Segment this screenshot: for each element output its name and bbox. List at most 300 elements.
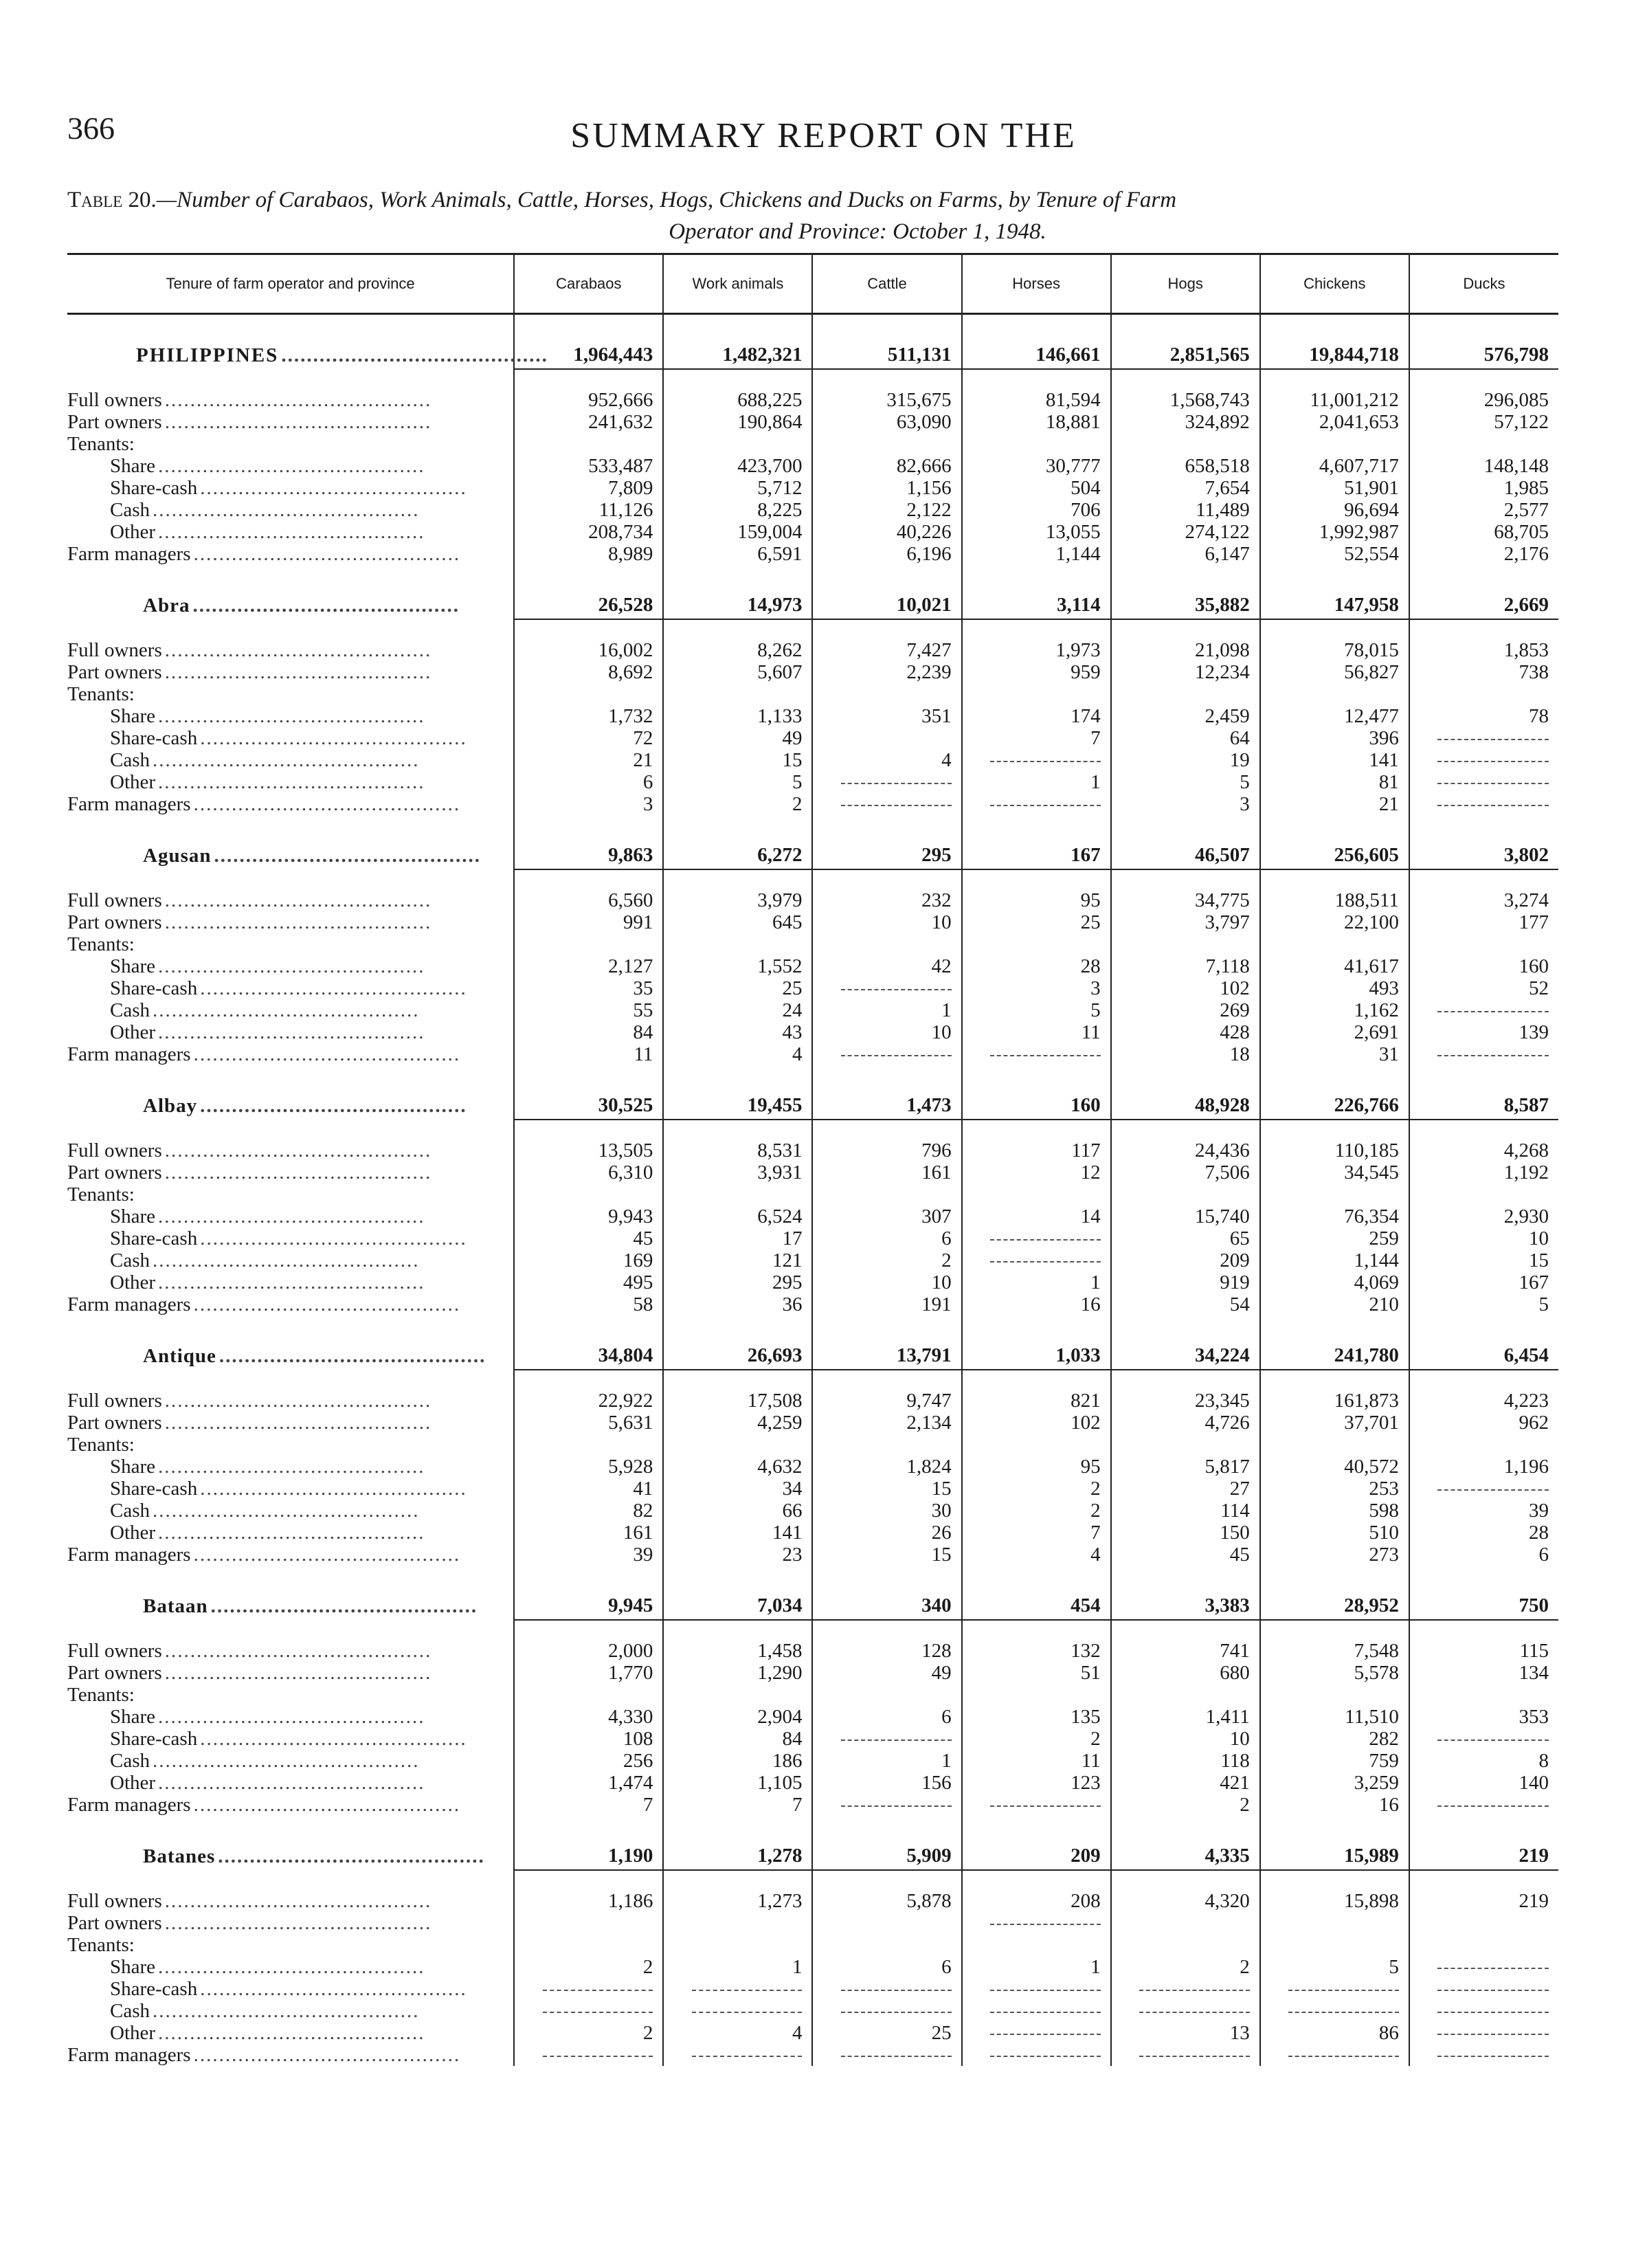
cell-value [812, 933, 961, 955]
empty-dash [1437, 1011, 1549, 1012]
row-label [67, 1500, 514, 1522]
leader-dots: .......................................... [200, 1478, 467, 1500]
cell-value [962, 1912, 1111, 1934]
cell-value: 1,133 [663, 705, 812, 727]
cell-value: 1 [962, 1271, 1111, 1293]
row-label [67, 619, 514, 661]
cell-value: 84 [514, 1021, 663, 1043]
empty-dash [990, 805, 1101, 806]
row-label [67, 521, 514, 543]
cell-value: 598 [1260, 1500, 1409, 1522]
cell-value [1409, 1043, 1558, 1065]
cell-value: 11 [962, 1750, 1111, 1772]
cell-value: 3 [514, 793, 663, 815]
cell-value: 39 [1409, 1500, 1558, 1522]
cell-value: 28 [962, 955, 1111, 977]
cell-value: 4 [812, 749, 961, 771]
cell-value: 495 [514, 1271, 663, 1293]
cell-value: 4,268 [1409, 1120, 1558, 1161]
col-header-cattle: Cattle [812, 254, 961, 314]
row-label [67, 771, 514, 793]
table-row [67, 1161, 1558, 1183]
empty-dash [1437, 1968, 1549, 1969]
cell-value [1111, 683, 1260, 705]
cell-value: 6,454 [1409, 1315, 1558, 1370]
cell-value: 16 [1260, 1794, 1409, 1816]
row-label [67, 499, 514, 521]
cell-value: 49 [663, 727, 812, 749]
province-total-row [67, 1315, 1558, 1370]
cell-value: 991 [514, 911, 663, 933]
cell-value [514, 1183, 663, 1205]
row-label [67, 1249, 514, 1271]
cell-value [812, 1934, 961, 1956]
cell-value: 3,931 [663, 1161, 812, 1183]
cell-value: 6 [514, 771, 663, 793]
row-label [67, 1870, 514, 1912]
row-label-text: Full owners [67, 1139, 165, 1161]
cell-value: 13 [1111, 2022, 1260, 2044]
row-label [67, 661, 514, 683]
cell-value: 2,134 [812, 1412, 961, 1434]
row-label [67, 1750, 514, 1772]
cell-value: 4 [663, 1043, 812, 1065]
row-label [67, 2044, 514, 2066]
cell-value [1409, 1794, 1558, 1816]
cell-value [962, 933, 1111, 955]
leader-dots: .......................................... [200, 977, 467, 999]
cell-value: 15 [1409, 1249, 1558, 1271]
col-header-work-animals: Work animals [663, 254, 812, 314]
col-header-chickens: Chickens [1260, 254, 1409, 314]
empty-dash [543, 2056, 653, 2057]
cell-value: 39 [514, 1544, 663, 1566]
cell-value: 51 [962, 1662, 1111, 1684]
cell-value: 1,033 [962, 1315, 1111, 1370]
cell-value: 6 [812, 1706, 961, 1728]
cell-value: 25 [663, 977, 812, 999]
cell-value [812, 2000, 961, 2022]
leader-dots: .......................................... [193, 1794, 461, 1816]
cell-value [1111, 1183, 1260, 1205]
cell-value: 3,114 [962, 565, 1111, 619]
cell-value: 2,577 [1409, 499, 1558, 521]
row-label [67, 1021, 514, 1043]
leader-dots: .......................................... [164, 389, 432, 411]
cell-value: 1,144 [962, 543, 1111, 565]
leader-dots: .......................................... [193, 1293, 461, 1315]
cell-value: 134 [1409, 1662, 1558, 1684]
leader-dots: .......................................... [158, 771, 425, 793]
cell-value: 21 [1260, 793, 1409, 815]
row-label [67, 869, 514, 911]
table-row [67, 705, 1558, 727]
cell-value: 108 [514, 1728, 663, 1750]
cell-value [1111, 2000, 1260, 2022]
row-label [67, 1684, 514, 1706]
row-label-text: Farm managers [67, 2044, 194, 2066]
leader-dots: .......................................... [153, 999, 420, 1021]
cell-value: 796 [812, 1120, 961, 1161]
row-label-text: Full owners [67, 889, 165, 911]
cell-value [663, 1183, 812, 1205]
table-row [67, 1750, 1558, 1772]
cell-value: 5 [1260, 1956, 1409, 1978]
cell-value: 3,383 [1111, 1566, 1260, 1620]
row-label-text: Cash [110, 499, 153, 521]
empty-dash [841, 805, 952, 806]
cell-value: 45 [514, 1227, 663, 1249]
empty-dash [1288, 1990, 1399, 1991]
table-row [67, 1684, 1558, 1706]
cell-value: 8,989 [514, 543, 663, 565]
leader-dots: .......................................... [153, 1500, 420, 1522]
empty-dash [1139, 2012, 1250, 2013]
cell-value [514, 1978, 663, 2000]
cell-value: 135 [962, 1706, 1111, 1728]
province-total-row [67, 1566, 1558, 1620]
cell-value [663, 933, 812, 955]
table-row [67, 771, 1558, 793]
cell-value: 40,572 [1260, 1456, 1409, 1478]
empty-dash [841, 2012, 952, 2013]
empty-dash [990, 1924, 1101, 1925]
table-row [67, 1412, 1558, 1434]
cell-value [1409, 749, 1558, 771]
row-label [67, 433, 514, 455]
cell-value: 2,669 [1409, 565, 1558, 619]
province-total-row [67, 815, 1558, 869]
leader-dots: .......................................... [153, 499, 420, 521]
cell-value [1111, 1434, 1260, 1456]
cell-value: 6 [812, 1227, 961, 1249]
cell-value: 5,909 [812, 1816, 961, 1870]
cell-value: 493 [1260, 977, 1409, 999]
cell-value: 31 [1260, 1043, 1409, 1065]
empty-dash [1437, 783, 1549, 784]
cell-value: 1,770 [514, 1662, 663, 1684]
cell-value [812, 1912, 961, 1934]
cell-value: 159,004 [663, 521, 812, 543]
cell-value: 48,928 [1111, 1065, 1260, 1120]
cell-value: 167 [1409, 1271, 1558, 1293]
cell-value: 72 [514, 727, 663, 749]
row-label-text: Farm managers [67, 1043, 194, 1065]
cell-value: 1 [812, 1750, 961, 1772]
cell-value: 1,568,743 [1111, 369, 1260, 411]
cell-value [514, 1434, 663, 1456]
cell-value [1260, 1934, 1409, 1956]
cell-value: 2,127 [514, 955, 663, 977]
cell-value: 7,118 [1111, 955, 1260, 977]
leader-dots: .......................................... [210, 1595, 478, 1617]
cell-value: 114 [1111, 1500, 1260, 1522]
empty-dash [692, 2012, 803, 2013]
leader-dots: .......................................... [164, 1662, 432, 1684]
table-row [67, 433, 1558, 455]
cell-value [514, 1912, 663, 1934]
leader-dots: .......................................... [164, 1912, 432, 1934]
cell-value: 2 [962, 1478, 1111, 1500]
table-row [67, 1370, 1558, 1412]
table-row [67, 521, 1558, 543]
row-label-text: Part owners [67, 1412, 165, 1434]
cell-value [514, 433, 663, 455]
empty-dash [1437, 2056, 1549, 2057]
cell-value: 7 [514, 1794, 663, 1816]
page-header: SUMMARY REPORT ON THE [570, 116, 1077, 155]
cell-value: 209 [962, 1816, 1111, 1870]
cell-value: 295 [812, 815, 961, 869]
cell-value [962, 1227, 1111, 1249]
leader-dots: .......................................... [200, 1978, 467, 2000]
row-label-text: PHILIPPINES [136, 344, 281, 366]
leader-dots: .......................................... [200, 727, 467, 749]
cell-value: 4,069 [1260, 1271, 1409, 1293]
leader-dots: .......................................... [158, 955, 425, 977]
cell-value [812, 1183, 961, 1205]
row-label [67, 1120, 514, 1161]
cell-value: 6,560 [514, 869, 663, 911]
cell-value: 78,015 [1260, 619, 1409, 661]
cell-value: 9,943 [514, 1205, 663, 1227]
table-row [67, 1293, 1558, 1315]
table-row [67, 1434, 1558, 1456]
cell-value: 95 [962, 869, 1111, 911]
cell-value: 76,354 [1260, 1205, 1409, 1227]
cell-value: 41,617 [1260, 955, 1409, 977]
row-label-text: Other [110, 1772, 158, 1794]
cell-value: 5,712 [663, 477, 812, 499]
cell-value: 209 [1111, 1249, 1260, 1271]
empty-dash [990, 761, 1101, 762]
table-row [67, 869, 1558, 911]
cell-value [1409, 1728, 1558, 1750]
cell-value: 121 [663, 1249, 812, 1271]
cell-value [1409, 771, 1558, 793]
empty-dash [841, 1990, 952, 1991]
cell-value: 82 [514, 1500, 663, 1522]
cell-value: 1,473 [812, 1065, 961, 1120]
cell-value: 54 [1111, 1293, 1260, 1315]
cell-value: 919 [1111, 1271, 1260, 1293]
cell-value: 102 [1111, 977, 1260, 999]
cell-value: 428 [1111, 1021, 1260, 1043]
page-number: 366 [67, 111, 115, 146]
cell-value: 15 [663, 749, 812, 771]
leader-dots: .......................................... [153, 1750, 420, 1772]
row-label-text: Share-cash [110, 1728, 200, 1750]
row-label [67, 1794, 514, 1816]
cell-value [1409, 1934, 1558, 1956]
cell-value [1409, 727, 1558, 749]
cell-value: 1,552 [663, 955, 812, 977]
leader-dots: .......................................... [281, 344, 548, 366]
empty-dash [1437, 1990, 1549, 1991]
row-label-text: Farm managers [67, 1293, 194, 1315]
table-row [67, 1956, 1558, 1978]
cell-value: 10 [812, 911, 961, 933]
cell-value: 45 [1111, 1544, 1260, 1566]
row-label [67, 1706, 514, 1728]
cell-value: 128 [812, 1620, 961, 1662]
cell-value [1260, 683, 1409, 705]
row-label [67, 1956, 514, 1978]
cell-value: 4,223 [1409, 1370, 1558, 1412]
leader-dots: .......................................... [164, 1890, 432, 1912]
empty-dash [1437, 1055, 1549, 1056]
row-label-text: Albay [143, 1095, 200, 1117]
row-label [67, 2022, 514, 2044]
cell-value: 5,878 [812, 1870, 961, 1912]
row-label-text: Share [110, 1956, 158, 1978]
cell-value: 396 [1260, 727, 1409, 749]
cell-value: 14 [962, 1205, 1111, 1227]
cell-value: 511,131 [812, 314, 961, 370]
row-label [67, 999, 514, 1021]
cell-value: 4,330 [514, 1706, 663, 1728]
cell-value: 2 [962, 1500, 1111, 1522]
cell-value: 64 [1111, 727, 1260, 749]
col-header-horses: Horses [962, 254, 1111, 314]
cell-value: 510 [1260, 1522, 1409, 1544]
cell-value [962, 1978, 1111, 2000]
row-label-text: Other [110, 1271, 158, 1293]
row-label-text: Cash [110, 1750, 153, 1772]
cell-value: 706 [962, 499, 1111, 521]
table-row [67, 369, 1558, 411]
row-label [67, 543, 514, 565]
leader-dots: .......................................... [158, 1956, 425, 1978]
cell-value [962, 1183, 1111, 1205]
cell-value: 11,510 [1260, 1706, 1409, 1728]
cell-value: 52,554 [1260, 543, 1409, 565]
cell-value [663, 2044, 812, 2066]
leader-dots: .......................................... [153, 2000, 420, 2022]
table-row [67, 619, 1558, 661]
cell-value: 1,196 [1409, 1456, 1558, 1478]
cell-value [812, 727, 961, 749]
cell-value: 22,922 [514, 1370, 663, 1412]
cell-value [812, 793, 961, 815]
col-header-label: Tenure of farm operator and province [67, 254, 514, 314]
cell-value: 269 [1111, 999, 1260, 1021]
cell-value: 3,979 [663, 869, 812, 911]
table-row [67, 1120, 1558, 1161]
cell-value: 2 [1111, 1956, 1260, 1978]
cell-value: 177 [1409, 911, 1558, 933]
cell-value: 6,524 [663, 1205, 812, 1227]
leader-dots: .......................................... [158, 2022, 425, 2044]
leader-dots: .......................................... [200, 1728, 467, 1750]
cell-value: 4 [962, 1544, 1111, 1566]
cell-value: 35,882 [1111, 565, 1260, 619]
empty-dash [1139, 2056, 1250, 2057]
cell-value: 117 [962, 1120, 1111, 1161]
cell-value: 12,234 [1111, 661, 1260, 683]
cell-value [1260, 1434, 1409, 1456]
cell-value: 24,436 [1111, 1120, 1260, 1161]
row-label [67, 1227, 514, 1249]
cell-value: 210 [1260, 1293, 1409, 1315]
row-label-text: Share [110, 705, 158, 727]
cell-value: 2,930 [1409, 1205, 1558, 1227]
leader-dots: .......................................... [164, 889, 432, 911]
cell-value [1111, 1912, 1260, 1934]
cell-value [812, 1684, 961, 1706]
cell-value: 30,777 [962, 455, 1111, 477]
cell-value [1111, 933, 1260, 955]
row-label [67, 911, 514, 933]
empty-dash [1139, 1990, 1250, 1991]
table-row [67, 1183, 1558, 1205]
leader-dots: .......................................... [153, 749, 420, 771]
row-label [67, 1912, 514, 1934]
cell-value: 52 [1409, 977, 1558, 999]
row-label [67, 411, 514, 433]
table-row [67, 1271, 1558, 1293]
row-label-text: Other [110, 521, 158, 543]
cell-value: 15,740 [1111, 1205, 1260, 1227]
row-label [67, 455, 514, 477]
row-label-text: Cash [110, 749, 153, 771]
table-row [67, 661, 1558, 683]
cell-value: 188,511 [1260, 869, 1409, 911]
cell-value: 9,863 [514, 815, 663, 869]
row-label-text: Part owners [67, 1662, 165, 1684]
cell-value [962, 1249, 1111, 1271]
leader-dots: .......................................... [192, 594, 460, 616]
cell-value: 15,989 [1260, 1816, 1409, 1870]
cell-value: 232 [812, 869, 961, 911]
cell-value [962, 2044, 1111, 2066]
row-label-text: Full owners [67, 389, 165, 411]
cell-value: 5,578 [1260, 1662, 1409, 1684]
table-row [67, 411, 1558, 433]
cell-value: 132 [962, 1620, 1111, 1662]
row-label-text: Cash [110, 2000, 153, 2022]
cell-value: 1,156 [812, 477, 961, 499]
cell-value: 78 [1409, 705, 1558, 727]
row-label [67, 1772, 514, 1794]
cell-value: 3 [1111, 793, 1260, 815]
cell-value: 1,144 [1260, 1249, 1409, 1271]
cell-value [962, 749, 1111, 771]
cell-value: 23,345 [1111, 1370, 1260, 1412]
row-label-text: Other [110, 1522, 158, 1544]
cell-value: 118 [1111, 1750, 1260, 1772]
cell-value: 96,694 [1260, 499, 1409, 521]
cell-value: 161 [514, 1522, 663, 1544]
cell-value: 36 [663, 1293, 812, 1315]
cell-value: 1,853 [1409, 619, 1558, 661]
cell-value: 3,802 [1409, 815, 1558, 869]
cell-value: 19 [1111, 749, 1260, 771]
cell-value: 66 [663, 1500, 812, 1522]
cell-value: 22,100 [1260, 911, 1409, 933]
cell-value: 738 [1409, 661, 1558, 683]
cell-value: 2,041,653 [1260, 411, 1409, 433]
cell-value: 34,775 [1111, 869, 1260, 911]
cell-value: 1,458 [663, 1620, 812, 1662]
cell-value: 1,985 [1409, 477, 1558, 499]
row-label [67, 1662, 514, 1684]
cell-value: 2 [812, 1249, 961, 1271]
table-body [67, 314, 1558, 2067]
row-label [67, 1620, 514, 1662]
empty-dash [692, 1990, 803, 1991]
table-row [67, 1021, 1558, 1043]
